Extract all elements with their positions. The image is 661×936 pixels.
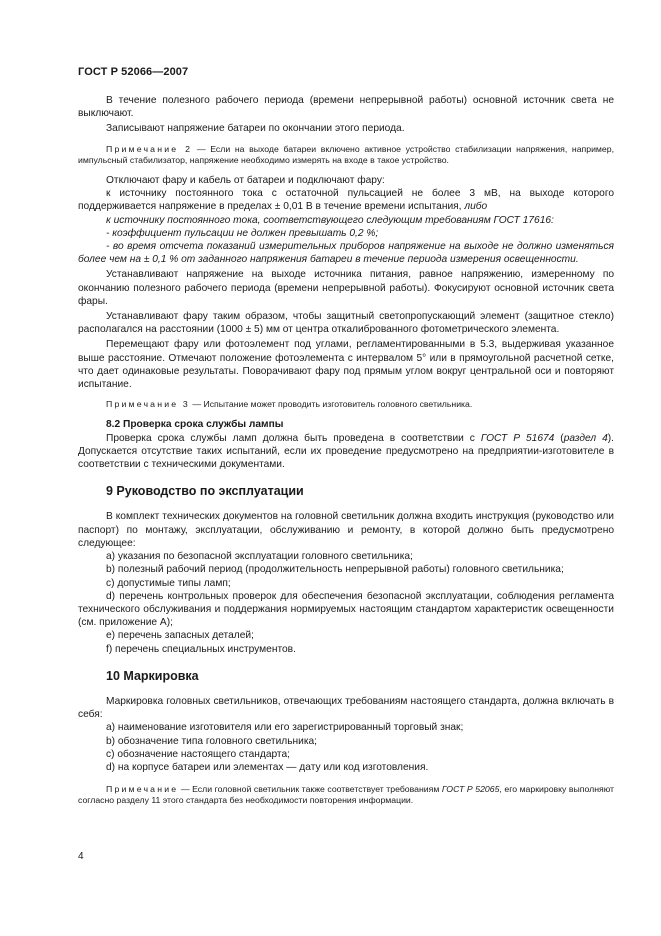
paragraph-text: ). Допускается отсутствие таких испытаний, если их проведение предусмотрено на предприятии-изготовителе в соответствии с техническими документами. (78, 432, 614, 471)
note-label: Примечание 2 (106, 143, 193, 154)
paragraph: Маркировка головных светильников, отвечающих требованиям настоящего стандарта, должна включать в себя: (78, 695, 614, 721)
note-label: Примечание 3 (106, 399, 190, 410)
paragraph: - коэффициент пульсации не должен превышать 0,2 %; (106, 227, 379, 239)
list-item: а) наименование изготовителя или его зарегистрированный торговый знак; (106, 722, 464, 734)
paragraph: Устанавливают напряжение на выходе источника питания, равное напряжению, измеренному по окончанию полезного рабочего периода (времени непрерывной работы). Фокусируют основной источник света фары. (78, 269, 614, 307)
list-item: f) перечень специальных инструментов. (106, 643, 296, 655)
list-item: b) обозначение типа головного светильника; (106, 735, 318, 747)
list-item: b) полезный рабочий период (продолжительность непрерывной работы) головного светильника; (106, 564, 564, 576)
note-text: — Если головной светильник также соответствует требованиям (178, 784, 442, 795)
paragraph: Отключают фару и кабель от батареи и подключают фару: (106, 175, 385, 187)
paragraph: - во время отсчета показаний измерительных приборов напряжение на выходе не должно изменяться более чем на ± 0,1 % от заданного напряжения батареи в течение периода измерения освещенности. (78, 241, 614, 266)
note-3 (78, 399, 614, 410)
section-title: 9 Руководство по эксплуатации (106, 484, 304, 499)
note-text: — Испытание может проводить изготовитель головного светильника. (189, 399, 473, 410)
paragraph-text: ( (554, 432, 564, 444)
paragraph-text: к источнику постоянного тока с остаточной пульсацией не более 3 мВ, на выходе которого поддерживается напряжение в пределах ± 0,01 В в течение времени испытания, (78, 188, 614, 213)
standard-reference: ГОСТ Р 52065 (441, 784, 500, 795)
note-final (78, 784, 614, 806)
list-item: е) перечень запасных деталей; (106, 630, 254, 642)
paragraph-text: Проверка срока службы ламп должна быть проведена в соответствии с (106, 432, 481, 444)
list-item: d) перечень контрольных проверок для обеспечения безопасной эксплуатации, соблюдения регламента технического обслуживания и поддержания нормируемых настоящим стандартом характеристик освещенности (см. приложение А); (78, 590, 614, 629)
note-text: , его маркировку выполняют согласно разделу 11 этого стандарта без необходимости повторения информации. (78, 784, 615, 806)
page-body (78, 94, 614, 815)
paragraph: Перемещают фару или фотоэлемент под углами, регламентированными в 5.3, выдерживая указанное выше расстояние. Отмечают положение фотоэлемента с интервалом 5° или в прямоугольной расчетной сетке, что дает одинаковые результаты. Поворачивают фару под прямым углом вокруг центральной оси и повторяют испытание. (78, 339, 614, 391)
paragraph (78, 187, 614, 213)
document-header: ГОСТ Р 52066—2007 (78, 66, 189, 78)
paragraph: к источнику постоянного тока, соответствующего следующим требованиям ГОСТ 17616: (106, 214, 554, 226)
standard-reference: ГОСТ Р 51674 (480, 432, 555, 444)
paragraph (78, 432, 614, 472)
subsection-title: 8.2 Проверка срока службы лампы (106, 419, 284, 431)
paragraph: В комплект технических документов на головной светильник должна входить инструкция (руководство или паспорт) по монтажу, эксплуатации, обслуживанию и ремонту, в которой должно быть предусмотрено следующее: (78, 511, 614, 549)
paragraph: Устанавливают фару таким образом, чтобы защитный светопропускающий элемент (защитное стекло) располагался на расстоянии (1000 ± 5) мм от центра откалиброванного фотометрического элемента. (78, 311, 614, 336)
list-item: c) обозначение настоящего стандарта; (106, 748, 290, 760)
list-item: а) указания по безопасной эксплуатации головного светильника; (106, 551, 413, 563)
note-label: Примечание (106, 784, 179, 795)
italic-text: либо (464, 201, 488, 213)
note-text: — Если на выходе батареи включено активное устройство стабилизации напряжения, например, импульсный стабилизатор, напряжение необходимо измерять на входе в такое устройство. (78, 143, 614, 165)
page-number: 4 (78, 851, 84, 862)
list-item: d) на корпусе батареи или элементах — дату или код изготовления. (106, 761, 429, 773)
list-item: c) допустимые типы ламп; (106, 577, 231, 589)
section-reference: раздел 4 (563, 432, 608, 444)
paragraph: Записывают напряжение батареи по окончании этого периода. (106, 123, 405, 135)
note-2 (78, 144, 614, 166)
section-title: 10 Маркировка (106, 668, 199, 683)
paragraph: В течение полезного рабочего периода (времени непрерывной работы) основной источник света не выключают. (78, 95, 614, 120)
